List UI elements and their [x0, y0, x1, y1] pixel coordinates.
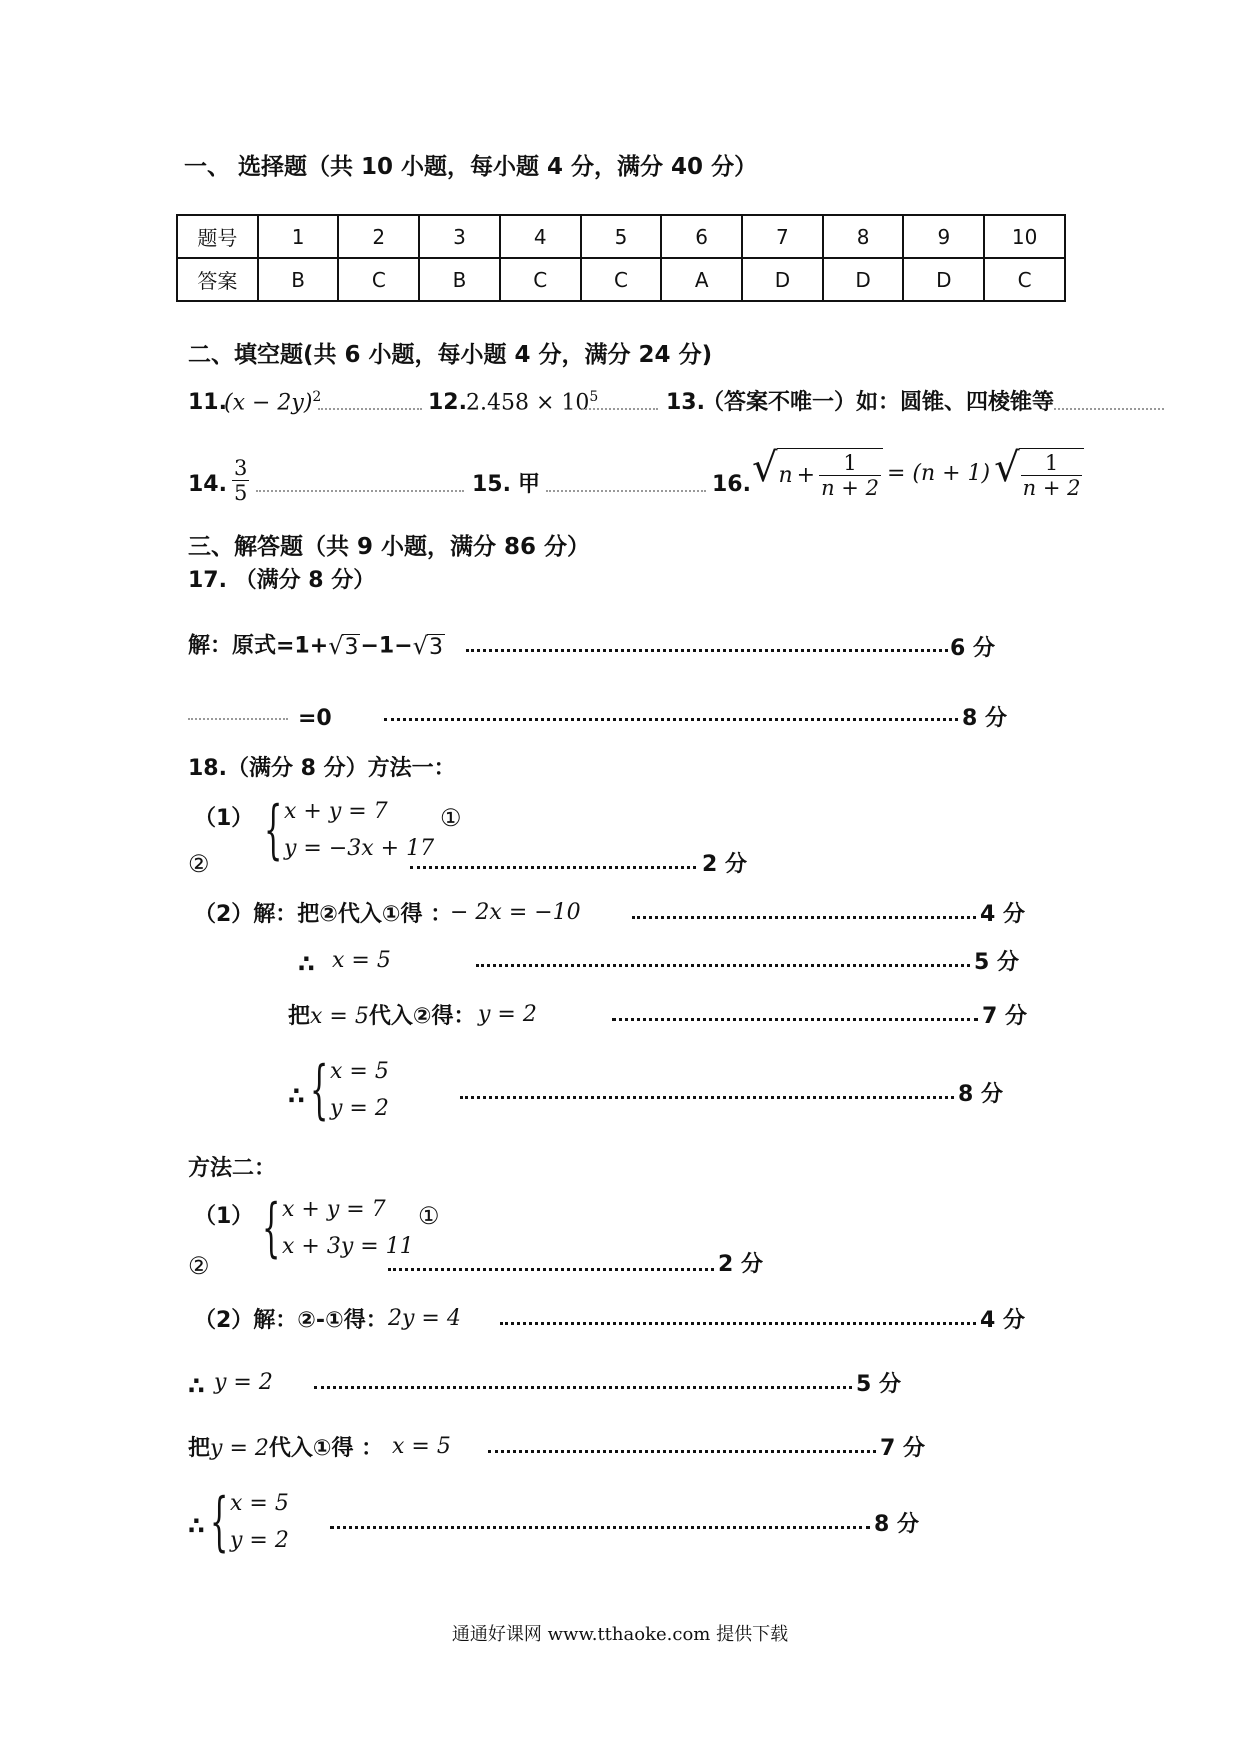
m2-step3-leader: [314, 1386, 852, 1389]
m2-step4: [188, 1438, 383, 1460]
table-cell-answer: B: [258, 258, 339, 301]
m2-title: 方法二：: [188, 1156, 277, 1181]
q17-line1-leader: [466, 649, 948, 652]
table-cell-number: 7: [742, 215, 823, 258]
table-cell-number: 1: [258, 215, 339, 258]
m2-therefore-1: ∴: [188, 1372, 205, 1400]
m1-step3-leader: [476, 964, 970, 967]
m2-eq2-mark: ②: [188, 1252, 210, 1280]
table-cell-number: 10: [984, 215, 1065, 258]
table-cell-number: 4: [500, 215, 581, 258]
q16-sqrt-right: √ $\frac{1}{n + 2}$: [994, 448, 1084, 500]
m1-sol-y: y = 2: [330, 1096, 389, 1121]
m1-step4-prefix: 把: [288, 1004, 311, 1029]
m1-step4-leader: [612, 1018, 978, 1021]
m2-sol-y: y = 2: [230, 1528, 289, 1553]
q15-answer: 甲: [518, 472, 541, 497]
m1-solution-system: [310, 1053, 389, 1127]
brace-icon: {: [210, 1485, 229, 1559]
table-cell-answer: B: [419, 258, 500, 301]
table-cell-number: 9: [903, 215, 984, 258]
m1-sol-score: 8 分: [958, 1082, 1003, 1107]
m2-step3-score: 5 分: [856, 1372, 901, 1397]
table-cell-answer: D: [742, 258, 823, 301]
m1-step4-eq: y = 2: [478, 1002, 537, 1027]
m1-sol-x: x = 5: [330, 1059, 389, 1084]
q17-line2-indent: [188, 718, 288, 720]
m1-step4-mid: 代入②得：: [368, 1004, 476, 1029]
q16-equals: = (n + 1): [886, 461, 991, 487]
m1-step2-score: 4 分: [980, 902, 1025, 927]
q13-label: 13.: [666, 390, 705, 415]
q16-one-right: 1: [1021, 451, 1083, 476]
m2-sol-x: x = 5: [230, 1491, 289, 1516]
q14-fraction: [232, 456, 249, 505]
q14-leader: [256, 490, 464, 492]
m1-eq2: y = −3x + 17: [284, 836, 435, 861]
table-cell-answer: C: [581, 258, 662, 301]
m2-step4-eq: x = 5: [392, 1434, 451, 1459]
q14-answer: [232, 456, 249, 505]
q17-line2-score: 8 分: [962, 706, 1007, 731]
table-cell-number: 6: [661, 215, 742, 258]
q18-title: 18.（满分 8 分）方法一：: [188, 756, 456, 781]
table-row-numbers: [177, 215, 1065, 258]
section3-title: 三、解答题（共 9 小题，满分 86 分）: [188, 534, 591, 560]
q12-leader: [582, 408, 658, 410]
brace-icon: {: [262, 1191, 281, 1265]
m2-step2-prefix: （2）解：②-①得：: [194, 1308, 388, 1333]
m1-step1-label: （1）: [194, 806, 254, 831]
m2-eq1-mark: ①: [418, 1202, 440, 1230]
m1-step2-eq: − 2x = −10: [450, 900, 581, 925]
q16-fraction-right: [1021, 451, 1083, 500]
m2-therefore-2: ∴: [188, 1512, 205, 1540]
q16-den-left: n + 2: [821, 476, 879, 501]
section2-title: 二、填空题(共 6 小题，每小题 4 分，满分 24 分): [188, 342, 713, 368]
m1-step4-x: x = 5: [310, 1004, 369, 1029]
answer-table: [176, 214, 1066, 302]
m1-sol-leader: [460, 1096, 954, 1099]
q11-expr: (x − 2y): [224, 390, 313, 416]
brace-icon: {: [310, 1053, 329, 1127]
m1-step4: [288, 1006, 475, 1028]
m1-step4-score: 7 分: [982, 1004, 1027, 1029]
q12-label: 12.: [428, 390, 467, 415]
q17-line2-leader: [384, 718, 958, 721]
m2-step2-eq: 2y = 4: [388, 1306, 461, 1331]
m2-sol-score: 8 分: [874, 1512, 919, 1537]
q16-den-right: n + 2: [1022, 476, 1081, 501]
table-row-answers: [177, 258, 1065, 301]
q13-leader: [1054, 408, 1164, 410]
m2-equation-system: [262, 1191, 414, 1265]
table-cell-answer: C: [984, 258, 1065, 301]
q17-line1-mid: −1−: [360, 633, 413, 659]
table-cell-answer: C: [500, 258, 581, 301]
m2-step4-score: 7 分: [880, 1436, 925, 1461]
q16-one-left: 1: [819, 451, 881, 476]
m2-step4-mid: 代入①得 ：: [268, 1436, 384, 1461]
q17-line2: =0: [298, 706, 332, 731]
m2-step1-score: 2 分: [718, 1252, 763, 1277]
table-cell-number: 3: [419, 215, 500, 258]
m2-step4-y: y = 2: [210, 1436, 269, 1461]
m2-step2-leader: [500, 1322, 976, 1325]
q12-answer: [466, 390, 598, 414]
m2-step1-label: （1）: [194, 1204, 254, 1229]
q16-answer: [752, 445, 1084, 501]
q16-fraction-left: [819, 451, 881, 500]
q11-exponent: 2: [312, 389, 322, 405]
brace-icon: {: [264, 793, 283, 867]
q17-sqrt-a: √ 3: [328, 632, 359, 660]
m1-equation-system: [264, 793, 435, 867]
q15-label: 15.: [472, 472, 511, 497]
q16-sqrt-left: √ n + $\frac{1}{n + 2}$: [752, 448, 883, 500]
q17-line1: [188, 634, 445, 659]
q14-denominator: 5: [234, 481, 248, 506]
q17-title: 17. （满分 8 分）: [188, 568, 376, 593]
m1-step2-leader: [632, 916, 976, 919]
q17-sqrt-b: √ 3: [412, 632, 443, 660]
m1-therefore-2: ∴: [288, 1082, 305, 1110]
m1-step2-prefix: （2）解：把②代入①得 ：: [194, 902, 453, 927]
q15-leader: [546, 490, 706, 492]
m1-step1-leader: [410, 866, 696, 869]
q17-line1-prefix: 解：原式=1+: [188, 633, 329, 659]
m1-step3-eq: x = 5: [332, 948, 391, 973]
q11-leader: [318, 408, 422, 410]
m1-eq1: x + y = 7: [284, 799, 388, 824]
q14-label: 14.: [188, 472, 227, 497]
m2-step4-prefix: 把: [188, 1436, 211, 1461]
q16-label: 16.: [712, 472, 751, 497]
page-footer: 通通好课网 www.tthaoke.com 提供下载: [451, 1624, 789, 1645]
q12-expr: 2.458 × 10: [466, 390, 590, 416]
m1-step3-score: 5 分: [974, 950, 1019, 975]
table-cell-answer: D: [823, 258, 904, 301]
m1-eq1-mark: ①: [440, 804, 462, 832]
table-cell-answer: D: [903, 258, 984, 301]
q16-n: n: [778, 462, 793, 488]
m2-step1-leader: [388, 1268, 714, 1271]
m1-therefore-1: ∴: [298, 950, 315, 978]
q17-line1-score: 6 分: [950, 636, 995, 661]
m1-step1-score: 2 分: [702, 852, 747, 877]
table-cell-number: 8: [823, 215, 904, 258]
table-cell-number: 2: [338, 215, 419, 258]
m2-step4-leader: [488, 1450, 876, 1453]
m2-eq2: x + 3y = 11: [282, 1234, 414, 1259]
section1-title: 一、 选择题（共 10 小题，每小题 4 分，满分 40 分）: [184, 154, 758, 180]
m2-eq1: x + y = 7: [282, 1197, 386, 1222]
m1-eq2-mark: ②: [188, 850, 210, 878]
m2-sol-leader: [330, 1526, 870, 1529]
table-cell-answer: C: [338, 258, 419, 301]
table-header-answer: 答案: [177, 258, 258, 301]
q16-plus: +: [796, 462, 816, 488]
q14-numerator: 3: [234, 456, 248, 480]
q12-exponent: 5: [589, 389, 599, 405]
q11-label: 11.: [188, 390, 227, 415]
q11-answer: [224, 390, 321, 414]
m2-step2-score: 4 分: [980, 1308, 1025, 1333]
table-cell-number: 5: [581, 215, 662, 258]
q13-answer: （答案不唯一）如：圆锥、四棱锥等: [702, 390, 1055, 415]
m2-step3-eq: y = 2: [214, 1370, 273, 1395]
table-cell-answer: A: [661, 258, 742, 301]
table-header-number: 题号: [177, 215, 258, 258]
m2-solution-system: [210, 1485, 289, 1559]
